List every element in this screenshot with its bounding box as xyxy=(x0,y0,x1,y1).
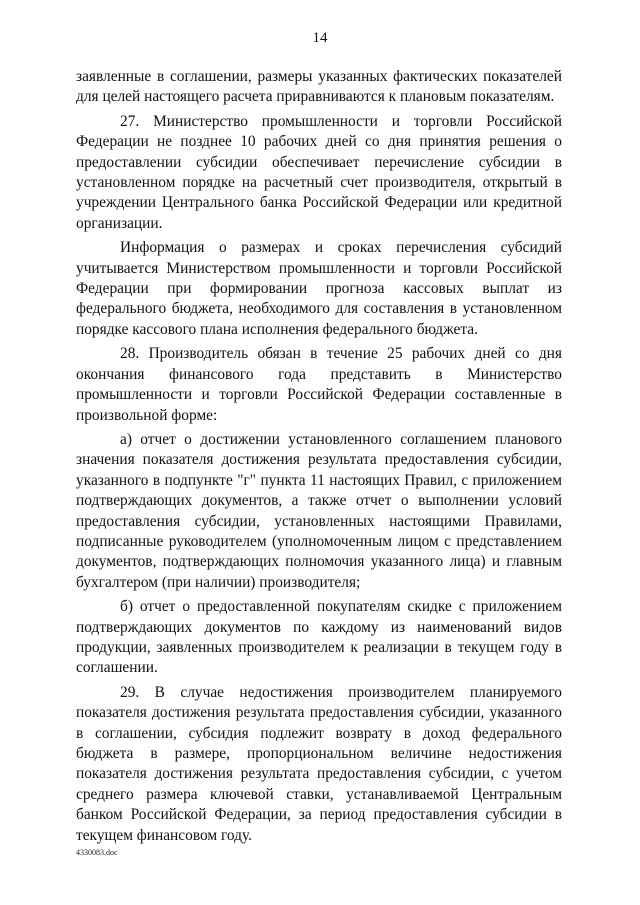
footer-filename: 4330083.doc xyxy=(76,848,118,857)
paragraph-clause-27: 27. Министерство промышленности и торговли Российской Федерации не позднее 10 рабочих дней со дня принятия решения о предоставлении субсидии обеспечивает перечисление субсидии в установленном порядке на расчетный счет производителя, открытый в учреждении Центрального банка Российской Федерации или кредитной организации. xyxy=(76,112,562,232)
paragraph-payment-info: Информация о размерах и сроках перечисления субсидий учитывается Министерством промышленности и торговли Российской Федерации при формировании прогноза кассовых выплат из федерального бюджета, необходимого для составления в установленном порядке кассового плана исполнения федерального бюджета. xyxy=(76,239,562,338)
paragraph-clause-28: 28. Производитель обязан в течение 25 рабочих дней со дня окончания финансового года представить в Министерство промышленности и торговли Российской Федерации составленные в произвольной форме: xyxy=(76,345,562,424)
page-number: 14 xyxy=(312,30,328,46)
paragraph-subclause-a: а) отчет о достижении установленного соглашением планового значения показателя достижения результата предоставления субсидии, указанного в подпункте "г" пункта 11 настоящих Правил, с приложением подтверждающих документов, а также отчет о выполнении условий предоставления субсидии, установленных настоящими Правилами, подписанные руководителем (уполномоченным лицом с представлением документов, подтверждающих полномочия указанного лица) и главным бухгалтером (при наличии) производителя; xyxy=(76,430,562,591)
paragraph-clause-29: 29. В случае недостижения производителем планируемого показателя достижения результата предоставления субсидии, указанного в соглашении, субсидия подлежит возврату в доход федерального бюджета в размере, пропорциональном величине недостижения показателя достижения результата предоставления субсидии, с учетом среднего размера ключевой ставки, устанавливаемой Центральным банком Российской Федерации, за период предоставления субсидии в текущем финансовом году. xyxy=(76,683,562,844)
document-body xyxy=(76,67,562,846)
paragraph-subclause-b: б) отчет о предоставленной покупателям скидке с приложением подтверждающих документов по каждому из наименований видов продукции, заявленных производителем к реализации в текущем году в соглашении. xyxy=(76,598,562,677)
paragraph-continuation: заявленные в соглашении, размеры указанных фактических показателей для целей настоящего расчета приравниваются к плановым показателям. xyxy=(76,68,562,106)
